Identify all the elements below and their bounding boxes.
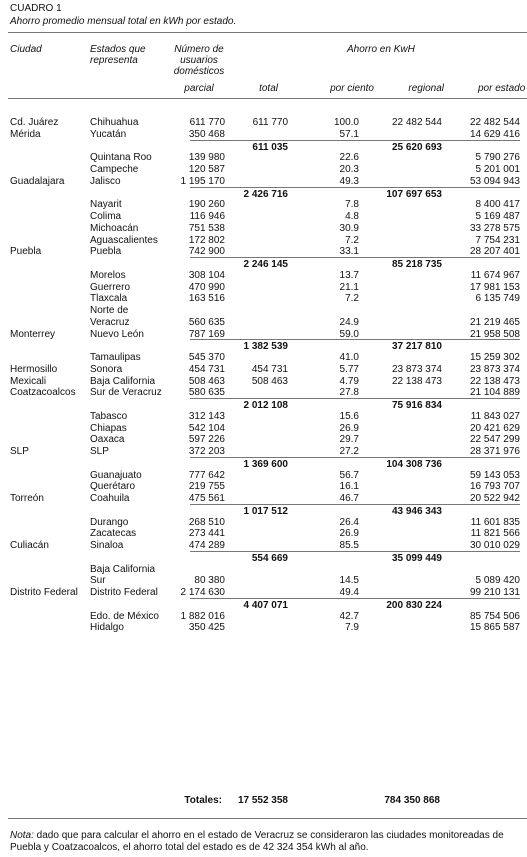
cell-por-ciento: 33.1: [339, 246, 359, 258]
cell-estado: Zacatecas: [90, 528, 137, 540]
cell-por-ciento: 57.1: [339, 128, 359, 140]
cell-estado: Norte de: [90, 305, 129, 316]
cell-por-ciento: 7.8: [345, 199, 359, 211]
cell-por-ciento: 41.0: [339, 352, 359, 363]
footnote-text: dado que para calcular el ahorro en el estado de Veracruz se consideraron las ciudades monitoreadas de Puebla y Coatzacoalcos, el ahorro total del estado es de 42 324 354 kWh al año.: [10, 830, 504, 853]
cell-por-estado: 20 522 942: [469, 493, 520, 504]
cell-por-ciento: 22.6: [339, 152, 359, 164]
cell-ciudad: Guadalajara: [10, 175, 65, 187]
header-total: total: [259, 83, 278, 94]
cell-por-ciento: 85.5: [339, 540, 359, 551]
subtotal-total: 2 246 145: [243, 259, 288, 270]
cell-por-ciento: 49.4: [339, 587, 359, 598]
cell-parcial: 474 289: [188, 540, 225, 551]
cell-por-estado: 16 793 707: [469, 481, 520, 493]
header-ciudad: Ciudad: [10, 44, 42, 55]
cell-por-ciento: 27.2: [339, 446, 359, 457]
cell-parcial: 120 587: [188, 164, 225, 175]
cell-por-ciento: 42.7: [339, 610, 359, 622]
cell-por-estado: 28 371 976: [469, 446, 520, 457]
cell-por-estado: 15 259 302: [469, 352, 520, 363]
cell-estado: Distrito Federal: [90, 587, 158, 598]
cell-por-ciento: 24.9: [339, 316, 359, 328]
cell-parcial: 1 195 170: [180, 175, 225, 187]
totals-label: Totales:: [184, 795, 222, 806]
subtotal-regional: 43 946 343: [391, 505, 442, 517]
cell-estado: Chihuahua: [90, 117, 139, 128]
cell-por-estado: 21 104 889: [469, 387, 520, 399]
cell-estado: Puebla: [90, 246, 122, 258]
header-usuarios: Número de usuarios domésticos: [173, 44, 225, 77]
subtotal-regional: 85 218 735: [391, 259, 442, 270]
cell-estado: Edo. de México: [90, 610, 159, 622]
cell-parcial: 2 174 630: [180, 587, 225, 598]
cell-por-ciento: 15.6: [339, 410, 359, 422]
cell-por-ciento: 26.4: [339, 516, 359, 528]
cell-parcial: 273 441: [188, 528, 225, 540]
cell-por-ciento: 30.9: [339, 222, 359, 234]
cell-por-estado: 53 094 943: [469, 175, 520, 187]
subtotal-rule: [190, 339, 520, 340]
cell-por-estado: 99 210 131: [469, 587, 520, 598]
cell-estado: SLP: [90, 446, 109, 457]
cell-estado: Sinaloa: [90, 540, 124, 551]
subtotal-regional: 200 830 224: [386, 599, 442, 611]
cell-por-ciento: 4.8: [345, 211, 359, 222]
cell-estado: Yucatán: [90, 128, 127, 140]
subtotal-rule: [190, 187, 520, 188]
subtotal-rule: [190, 457, 520, 458]
cell-por-estado: 21 219 465: [469, 316, 520, 328]
cell-parcial: 787 169: [188, 328, 225, 340]
cell-por-estado: 17 981 153: [469, 281, 520, 293]
cell-parcial: 542 104: [188, 422, 225, 434]
subtotal-total: 554 669: [251, 552, 288, 564]
cell-estado: Veracruz: [90, 316, 130, 328]
cell-regional: 22 138 473: [391, 375, 442, 387]
cell-parcial: 172 802: [188, 234, 225, 246]
cell-parcial: 350 468: [188, 128, 225, 140]
cell-por-ciento: 100.0: [333, 117, 359, 128]
cell-estado: Nayarit: [90, 199, 122, 211]
cell-por-ciento: 29.7: [339, 434, 359, 446]
cell-parcial: 190 260: [188, 199, 225, 211]
cell-por-estado: 21 958 508: [469, 328, 520, 340]
cell-ciudad: Puebla: [10, 246, 42, 258]
cell-estado: Baja California: [90, 375, 156, 387]
cell-por-ciento: 7.2: [345, 293, 359, 305]
totals-regional: 784 350 868: [384, 795, 440, 806]
cell-estado: Nuevo León: [90, 328, 144, 340]
subtotal-total: 611 035: [252, 141, 288, 153]
cell-por-ciento: 59.0: [339, 328, 359, 340]
cell-ciudad: Culiacán: [10, 540, 49, 551]
cell-parcial: 163 516: [188, 293, 225, 305]
cell-estado: Baja California: [90, 563, 156, 575]
cell-estado: Coahuila: [90, 493, 130, 504]
cell-por-estado: 5 089 420: [475, 575, 520, 587]
cell-por-estado: 7 754 231: [475, 234, 520, 246]
cell-estado: Michoacán: [90, 222, 139, 234]
subtotal-regional: 25 620 693: [391, 141, 442, 153]
totals-total: 17 552 358: [237, 795, 288, 806]
cell-por-estado: 5 790 276: [475, 152, 520, 164]
cell-parcial: 751 538: [188, 222, 225, 234]
cell-por-estado: 22 482 544: [469, 117, 520, 128]
cell-regional: 22 482 544: [391, 117, 442, 128]
cell-total: 454 731: [251, 363, 288, 375]
cell-estado: Querétaro: [90, 481, 136, 493]
footer-rule: [8, 818, 527, 819]
cell-ciudad: Mexicali: [10, 375, 47, 387]
cell-parcial: 372 203: [188, 446, 225, 457]
cell-estado: Sur de Veracruz: [90, 387, 162, 399]
subtotal-total: 2 426 716: [243, 188, 288, 200]
header-ahorro: Ahorro en KwH: [347, 44, 415, 55]
cell-estado: Durango: [90, 516, 129, 528]
cell-estado: Guerrero: [90, 281, 131, 293]
cell-estado: Guanajuato: [90, 469, 142, 481]
cell-por-ciento: 7.9: [345, 622, 359, 634]
cell-estado: Jalisco: [90, 175, 121, 187]
cell-total: 611 770: [252, 117, 288, 128]
cell-ciudad: SLP: [10, 446, 29, 457]
cell-parcial: 545 370: [188, 352, 225, 363]
subtotal-total: 4 407 071: [243, 599, 288, 611]
cell-por-estado: 28 207 401: [469, 246, 520, 258]
header-por-estado: por estado: [478, 83, 526, 94]
cell-por-ciento: 13.7: [339, 269, 359, 281]
cell-parcial: 219 755: [188, 481, 225, 493]
header-parcial: parcial: [184, 83, 214, 94]
subtotal-total: 1 369 600: [243, 458, 288, 470]
cell-ciudad: Cd. Juárez: [10, 117, 59, 128]
cell-parcial: 508 463: [188, 375, 225, 387]
subtotal-rule: [190, 598, 520, 599]
cell-por-estado: 59 143 053: [469, 469, 520, 481]
cell-por-ciento: 16.1: [339, 481, 359, 493]
cell-parcial: 580 635: [188, 387, 225, 399]
subtotal-rule: [190, 504, 520, 505]
cell-estado: Hidalgo: [90, 622, 124, 634]
cell-por-ciento: 49.3: [339, 175, 359, 187]
cell-estado: Morelos: [90, 269, 126, 281]
subtotal-rule: [190, 140, 520, 141]
cell-regional: 23 873 374: [391, 363, 442, 375]
header-estados: Estados que representa: [90, 44, 146, 66]
header-regional: regional: [408, 83, 444, 94]
subtotal-regional: 75 916 834: [391, 400, 442, 411]
footnote-label: Nota:: [10, 830, 34, 841]
cell-parcial: 560 635: [188, 316, 225, 328]
cell-estado: Chiapas: [90, 422, 127, 434]
cell-total: 508 463: [251, 375, 288, 387]
cell-por-estado: 85 754 506: [469, 610, 520, 622]
cell-ciudad: Monterrey: [10, 328, 56, 340]
cell-parcial: 777 642: [188, 469, 225, 481]
cell-estado: Sur: [90, 575, 106, 587]
cell-por-ciento: 26.9: [339, 422, 359, 434]
cell-parcial: 454 731: [188, 363, 225, 375]
cell-estado: Tamaulipas: [90, 352, 141, 363]
cell-parcial: 80 380: [194, 575, 225, 587]
cell-parcial: 139 980: [188, 152, 225, 164]
subtotal-regional: 35 099 449: [391, 552, 442, 564]
cell-parcial: 470 990: [188, 281, 225, 293]
cell-estado: Quintana Roo: [90, 152, 152, 164]
cell-por-estado: 11 601 835: [470, 516, 520, 528]
cell-por-estado: 11 674 967: [470, 269, 520, 281]
cell-estado: Tlaxcala: [90, 293, 128, 305]
cell-parcial: 308 104: [188, 269, 225, 281]
cell-ciudad: Distrito Federal: [10, 587, 78, 598]
cell-por-estado: 15 865 587: [469, 622, 520, 634]
cell-por-estado: 23 873 374: [469, 363, 520, 375]
cell-por-ciento: 56.7: [339, 469, 359, 481]
cell-ciudad: Torreón: [10, 493, 44, 504]
footnote: [10, 830, 520, 854]
cell-por-estado: 22 547 299: [469, 434, 520, 446]
cell-ciudad: Hermosillo: [10, 363, 58, 375]
cell-parcial: 116 946: [189, 211, 225, 222]
cell-por-estado: 33 278 575: [469, 222, 520, 234]
cell-parcial: 742 900: [188, 246, 225, 258]
header-por-ciento: por ciento: [330, 83, 374, 94]
subtotal-total: 1 017 512: [243, 505, 288, 517]
cell-estado: Tabasco: [90, 410, 128, 422]
cell-por-ciento: 21.1: [339, 281, 359, 293]
subtotal-rule: [190, 398, 520, 399]
cell-por-ciento: 14.5: [339, 575, 359, 587]
cell-por-ciento: 26.9: [339, 528, 359, 540]
cell-por-estado: 11 821 566: [470, 528, 520, 540]
subtotal-rule: [190, 257, 520, 258]
cell-parcial: 475 561: [188, 493, 225, 504]
cell-por-estado: 5 201 001: [475, 164, 520, 175]
subtotal-regional: 104 308 736: [386, 458, 442, 470]
cell-estado: Aguascalientes: [90, 234, 158, 246]
cell-estado: Sonora: [90, 363, 123, 375]
cell-por-ciento: 46.7: [339, 493, 359, 504]
cell-por-estado: 6 135 749: [475, 293, 520, 305]
cell-ciudad: Mérida: [10, 128, 41, 140]
subtotal-total: 1 382 539: [243, 341, 288, 353]
subtotal-total: 2 012 108: [243, 400, 288, 411]
cell-parcial: 611 770: [189, 117, 225, 128]
cell-parcial: 1 882 016: [180, 610, 225, 622]
cell-por-ciento: 20.3: [339, 164, 359, 175]
subtotal-regional: 107 697 653: [386, 188, 442, 200]
subtotal-rule: [190, 551, 520, 552]
header-bottom-rule: [8, 98, 527, 99]
cell-parcial: 268 510: [188, 516, 225, 528]
cell-estado: Oaxaca: [90, 434, 125, 446]
cell-por-estado: 11 843 027: [470, 410, 520, 422]
cell-por-estado: 5 169 487: [475, 211, 520, 222]
cell-por-estado: 14 629 416: [469, 128, 520, 140]
cell-por-estado: 8 400 417: [475, 199, 520, 211]
subtotal-regional: 37 217 810: [391, 341, 442, 353]
cell-por-ciento: 27.8: [339, 387, 359, 399]
cell-por-ciento: 5.77: [339, 363, 359, 375]
cell-por-ciento: 4.79: [339, 375, 359, 387]
table-subtitle: Ahorro promedio mensual total en kWh por estado.: [10, 16, 237, 27]
cell-parcial: 312 143: [188, 410, 225, 422]
cell-parcial: 597 226: [188, 434, 225, 446]
cell-por-estado: 30 010 029: [469, 540, 520, 551]
cell-estado: Colima: [90, 211, 122, 222]
cell-ciudad: Coatzacoalcos: [10, 387, 76, 399]
cell-por-ciento: 7.2: [345, 234, 359, 246]
header-top-rule: [8, 32, 527, 33]
cell-estado: Campeche: [90, 164, 139, 175]
cell-parcial: 350 425: [188, 622, 225, 634]
cell-por-estado: 22 138 473: [469, 375, 520, 387]
table-title: CUADRO 1: [10, 3, 62, 14]
cell-por-estado: 20 421 629: [469, 422, 520, 434]
